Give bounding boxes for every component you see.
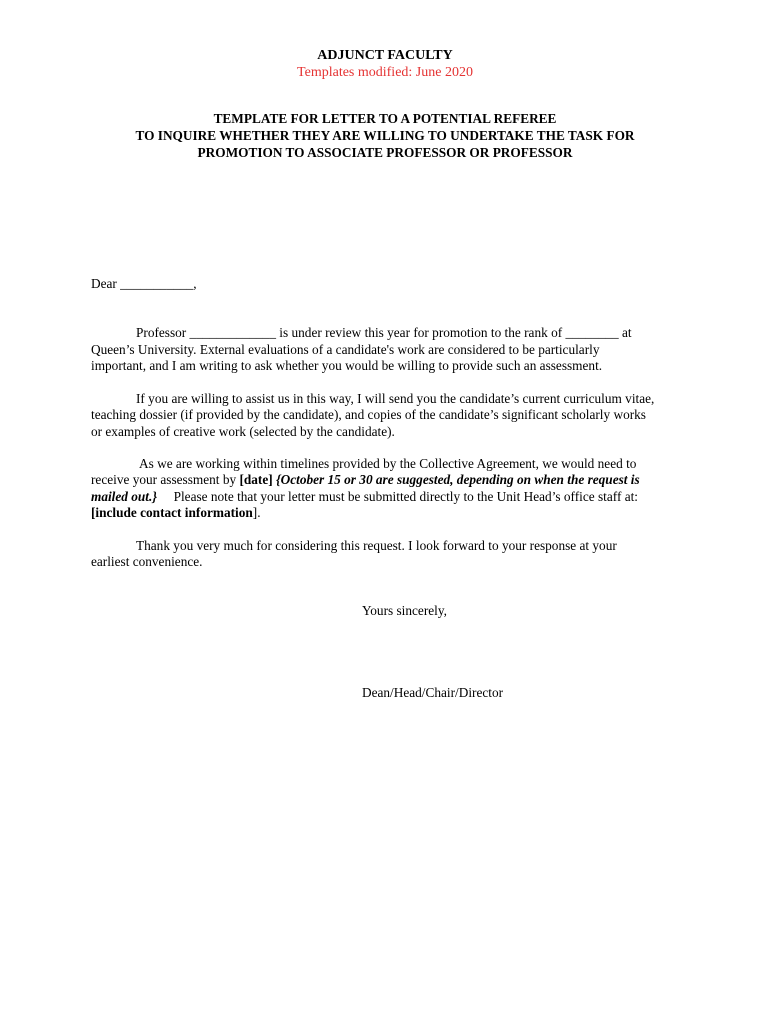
paragraph-3-text: Please note that your letter must be submitted directly to the Unit Head’s office staff at: xyxy=(156,489,638,504)
paragraph-3-text: ]. xyxy=(252,505,261,520)
closing: Yours sincerely, xyxy=(362,603,447,618)
paragraph-2-line-2: teaching dossier (if provided by the candidate), and copies of the candidate’s significant scholarly works xyxy=(91,407,646,422)
paragraph-1-line-2: Queen’s University. External evaluations of a candidate's work are considered to be particularly xyxy=(91,342,600,357)
date-suggestion: {October 15 or 30 are suggested, depending on when the request is xyxy=(272,472,640,487)
heading-line-3: PROMOTION TO ASSOCIATE PROFESSOR OR PROFESSOR xyxy=(197,145,573,160)
date-suggestion-end: mailed out.} xyxy=(91,489,157,504)
paragraph-3-line-2 xyxy=(91,472,640,488)
paragraph-2-line-3: or examples of creative work (selected by the candidate). xyxy=(91,424,395,439)
contact-info-placeholder: [include contact information xyxy=(91,505,253,520)
heading-line-1: TEMPLATE FOR LETTER TO A POTENTIAL REFEREE xyxy=(213,111,557,126)
template-modified-note: Templates modified: June 2020 xyxy=(297,65,473,80)
heading-line-2: TO INQUIRE WHETHER THEY ARE WILLING TO UNDERTAKE THE TASK FOR xyxy=(135,128,635,143)
paragraph-2-line-1: If you are willing to assist us in this way, I will send you the candidate’s current curriculum vitae, xyxy=(136,391,655,406)
paragraph-4-line-2: earliest convenience. xyxy=(91,554,203,569)
paragraph-3-text: receive your assessment by xyxy=(91,472,240,487)
document-title: ADJUNCT FACULTY xyxy=(317,48,453,63)
date-placeholder: [date] xyxy=(239,472,273,487)
paragraph-3-line-4 xyxy=(91,505,261,521)
salutation: Dear ___________, xyxy=(91,276,197,291)
paragraph-1-line-3: important, and I am writing to ask whether you would be willing to provide such an assessment. xyxy=(91,358,603,373)
paragraph-3-line-1: As we are working within timelines provided by the Collective Agreement, we would need to xyxy=(139,456,637,471)
paragraph-1-line-1: Professor _____________ is under review this year for promotion to the rank of ________ at xyxy=(136,325,632,340)
signatory: Dean/Head/Chair/Director xyxy=(362,685,504,700)
paragraph-3-line-3 xyxy=(91,489,638,505)
paragraph-4-line-1: Thank you very much for considering this request. I look forward to your response at your xyxy=(136,538,617,553)
